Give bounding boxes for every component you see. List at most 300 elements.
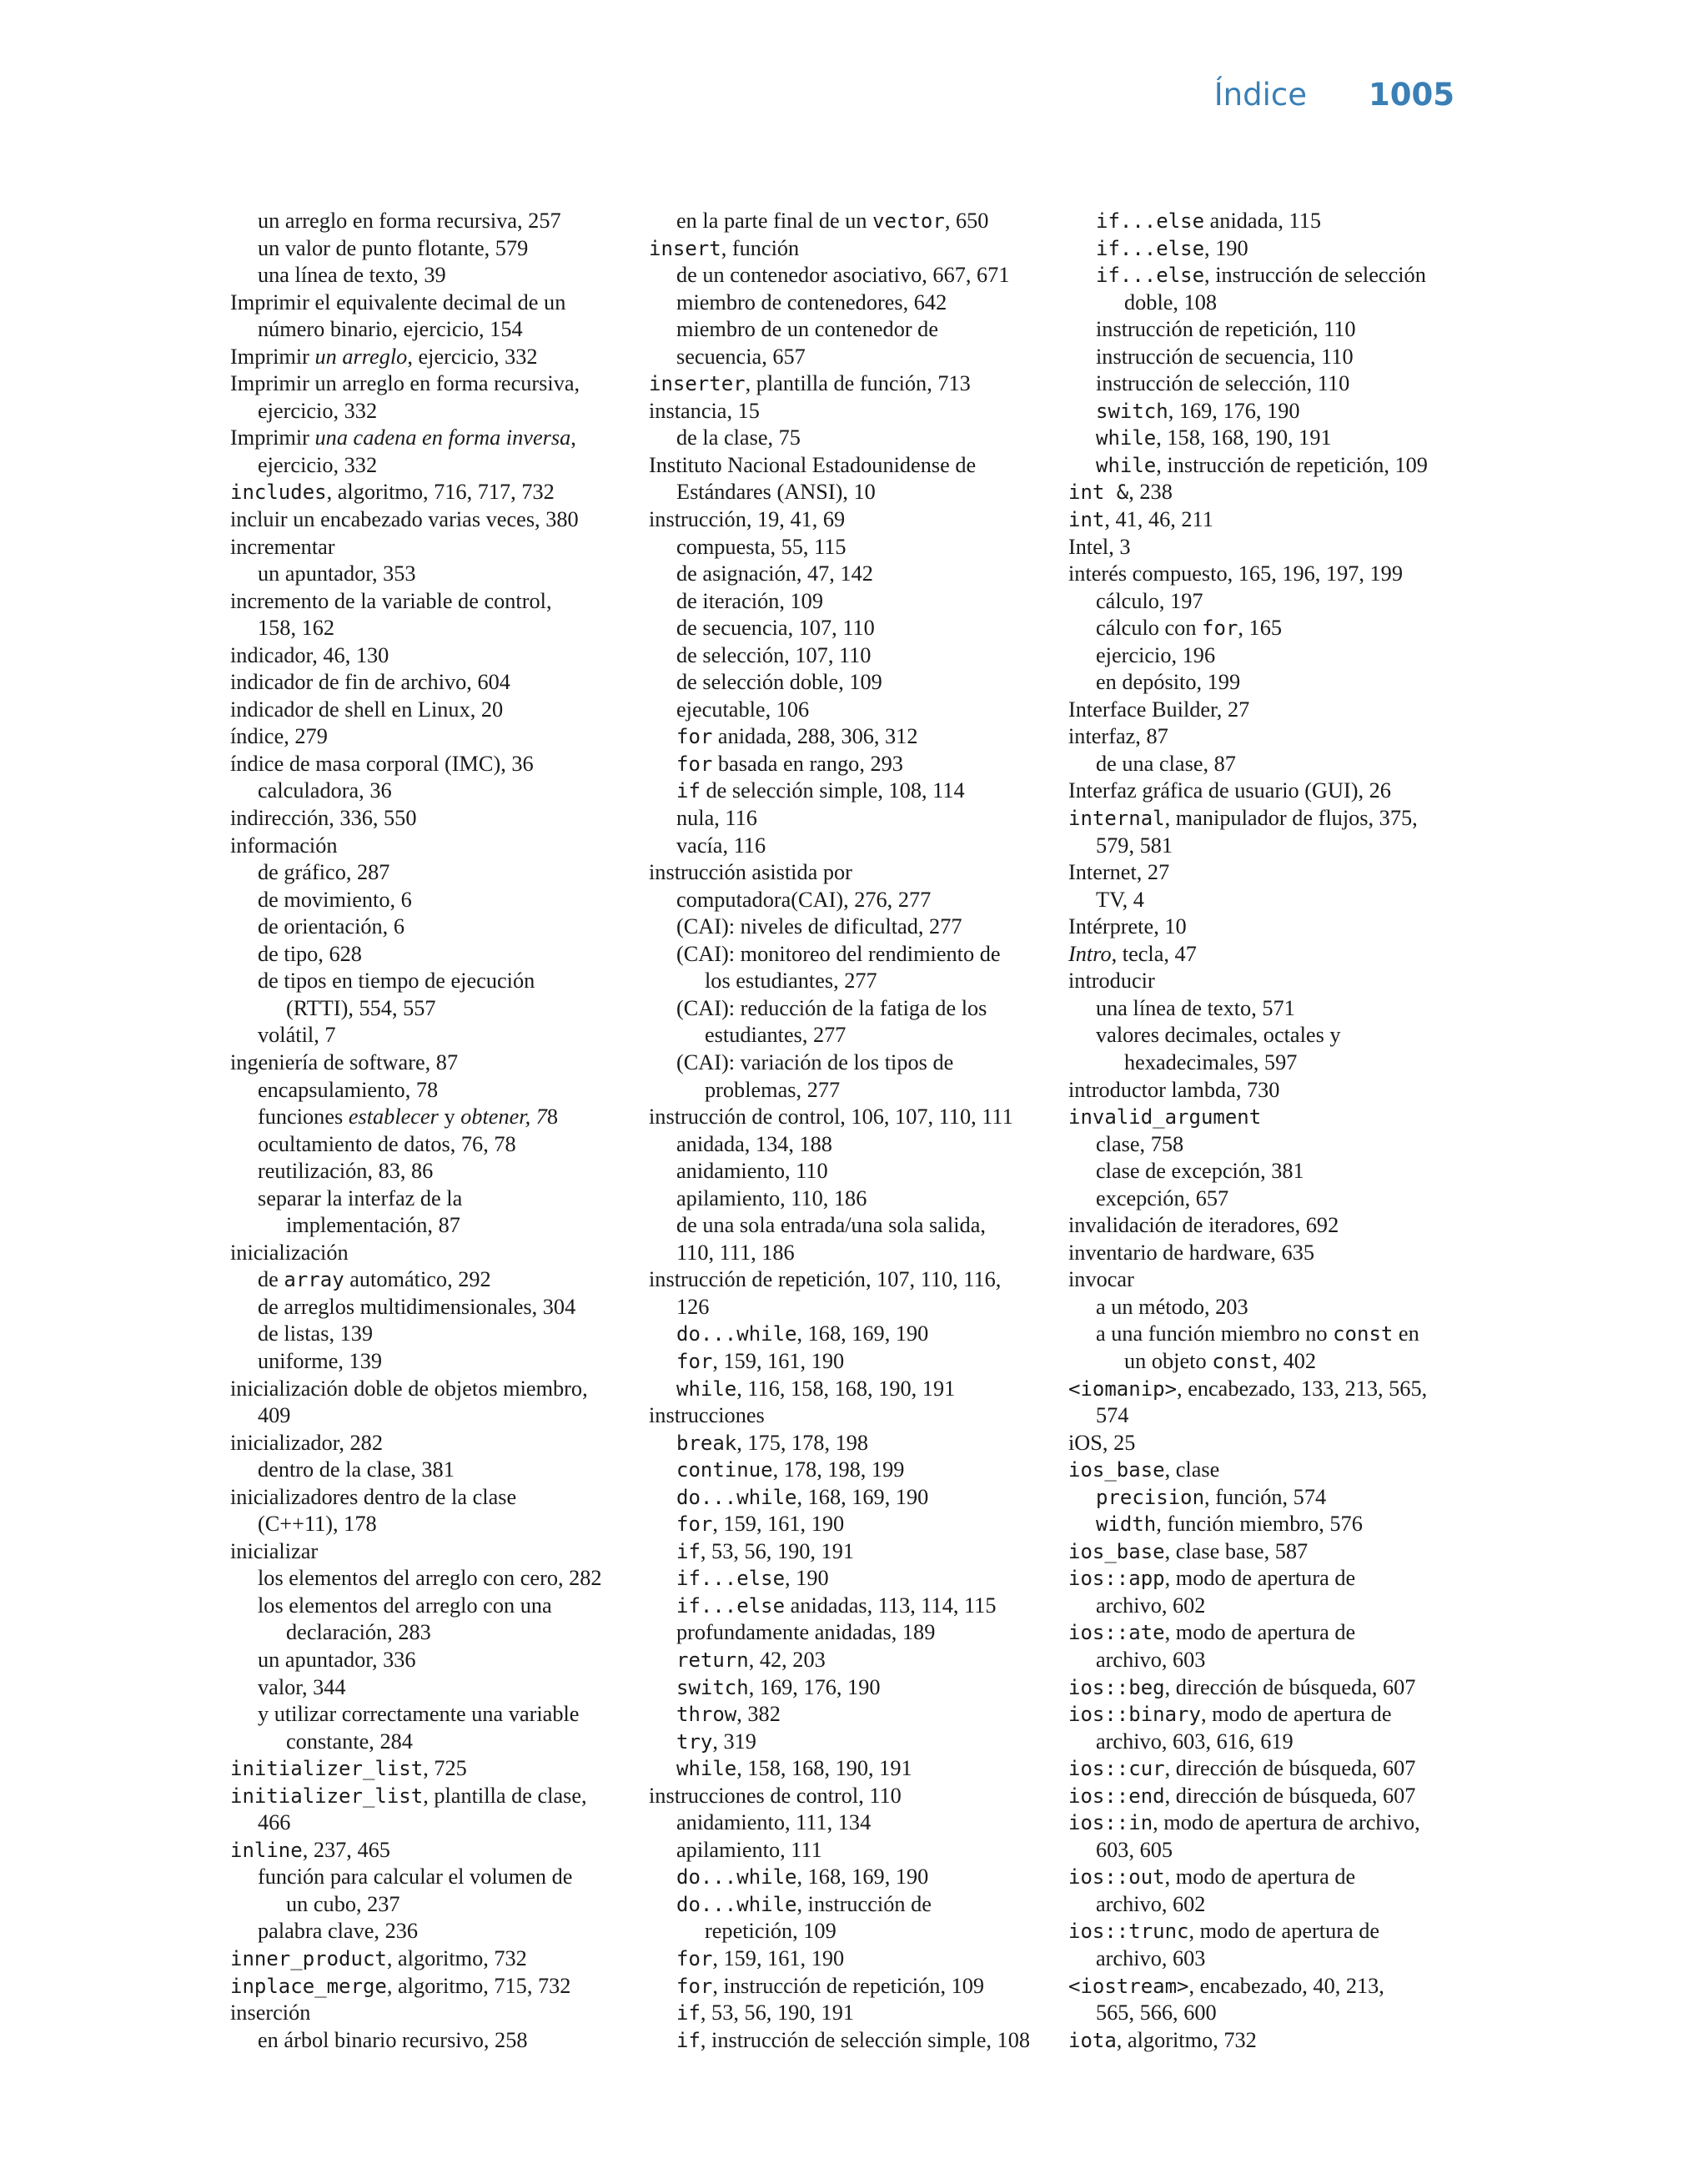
entry-text: una línea de texto, 571 [1096,995,1295,1020]
index-entry [230,1104,630,1131]
index-entry [1068,1022,1469,1049]
index-entry [1068,833,1469,860]
entry-text: de listas, 139 [258,1321,374,1346]
entry-text: archivo, 603 [1096,1946,1206,1970]
entry-text: , 158, 168, 190, 191 [1156,425,1332,450]
index-entry [230,2027,630,2055]
entry-text: , 53, 56, 190, 191 [700,2000,854,2026]
entry-text: calculadora, 36 [258,778,392,803]
entry-text: (RTTI), 554, 557 [286,995,436,1020]
index-entry [649,669,1049,697]
entry-text: anidamiento, 111, 134 [676,1810,872,1835]
index-entry [649,370,1049,398]
entry-text: inicialización [230,1240,349,1265]
entry-text: iOS, 25 [1068,1430,1136,1455]
entry-text: excepción, 657 [1096,1185,1229,1210]
index-entry [230,1511,630,1538]
entry-text: incrementar [230,534,335,559]
code-term: <iomanip> [1068,1376,1178,1401]
index-entry [649,1212,1049,1240]
index-entry [1068,398,1469,425]
entry-text: Estándares (ANSI), 10 [676,480,876,505]
entry-text: , 41, 46, 211 [1104,507,1213,532]
index-entry [649,561,1049,588]
entry-text: de una clase, 87 [1096,751,1236,776]
entry-text: archivo, 603 [1096,1647,1206,1672]
index-entry [230,1565,630,1593]
entry-text: instrucción de repetición, 107, 110, 116, [649,1267,1002,1292]
entry-text: , algoritmo, 732 [386,1946,527,1970]
entry-text: indicador, 46, 130 [230,642,389,667]
entry-text: número binario, ejercicio, 154 [258,317,523,342]
entry-text: , [570,425,576,450]
index-entry [1068,887,1469,914]
code-term: while [676,1376,737,1401]
entry-text: , 382 [736,1702,781,1727]
code-term: if [676,779,701,803]
entry-text: los estudiantes, 277 [705,969,877,994]
index-entry [230,370,630,398]
code-term: while [1096,426,1157,450]
code-term: break [676,1431,737,1455]
entry-text: miembro de un contenedor de [676,317,938,342]
entry-text: en la parte final de un [676,209,873,233]
index-entry [649,534,1049,561]
entry-text: nula, 116 [676,806,757,831]
index-entry [230,887,630,914]
entry-text: ejecutable, 106 [676,697,810,722]
code-term: continue [676,1458,773,1482]
entry-text: , 175, 178, 198 [736,1430,869,1455]
entry-text: los elementos del arreglo con una [258,1593,552,1618]
index-entry [230,968,630,995]
entry-text: de selección simple, 108, 114 [700,778,965,803]
index-entry [1068,1918,1469,1945]
index-entry [1068,995,1469,1023]
entry-text: implementación, 87 [286,1213,460,1238]
entry-text: instrucción de control, 106, 107, 110, 111 [649,1105,1013,1130]
code-term: ios::app [1068,1567,1165,1591]
entry-text: apilamiento, 110, 186 [676,1185,867,1210]
index-entry [649,1484,1049,1512]
index-entry [649,1538,1049,1566]
index-entry [230,1348,630,1376]
index-entry [649,1049,1049,1077]
index-entry [1068,1376,1469,1403]
index-entry [649,887,1049,914]
code-term: iota [1068,2028,1117,2052]
index-entry [649,1294,1049,1321]
entry-text: volátil, 7 [258,1023,336,1048]
code-term: do...while [676,1892,797,1916]
entry-text: , manipulador de flujos, 375, [1164,806,1418,831]
index-entry [230,859,630,887]
index-entry [1068,2000,1469,2027]
entry-text: , plantilla de clase, [423,1783,587,1808]
entry-text: Interface Builder, 27 [1068,697,1250,722]
code-term: ios::in [1068,1811,1153,1835]
entry-text: de asignación, 47, 142 [676,561,873,586]
index-entry [1068,534,1469,561]
index-entry [1068,479,1469,506]
entry-text: índice, 279 [230,724,328,749]
index-entry [649,1783,1049,1810]
entry-text: , clase base, 587 [1164,1538,1309,1563]
entry-text: , 319 [712,1729,756,1754]
index-entry [1068,1593,1469,1620]
index-entry [230,1430,630,1457]
entry-text: inventario de hardware, 635 [1068,1240,1314,1265]
entry-text: Interfaz gráfica de usuario (GUI), 26 [1068,778,1391,803]
entry-text: Instituto Nacional Estadounidense de [649,452,977,477]
entry-text: , instrucción de [796,1891,932,1916]
index-entry [230,479,630,506]
entry-text: declaración, 283 [286,1620,431,1645]
entry-text: compuesta, 55, 115 [676,534,846,559]
entry-text: inicializador, 282 [230,1430,383,1455]
entry-text: una línea de texto, 39 [258,263,446,288]
index-entry [1068,425,1469,452]
entry-text: separar la interfaz de la [258,1185,463,1210]
code-term: internal [1068,807,1165,831]
entry-text: valor, 344 [258,1674,346,1699]
entry-text: introductor lambda, 730 [1068,1077,1280,1102]
index-entry [1068,777,1469,805]
code-term: ios::trunc [1068,1920,1189,1944]
entry-text: un arreglo en forma recursiva, 257 [258,209,561,233]
entry-text: y utilizar correctamente una variable [258,1702,580,1727]
index-entry [649,1430,1049,1457]
entry-text: instrucción, 19, 41, 69 [649,507,846,532]
index-entry [1068,561,1469,588]
italic-text: obtener, 7 [460,1105,547,1130]
entry-text: , dirección de búsqueda, 607 [1164,1783,1416,1808]
index-entry [649,995,1049,1023]
entry-text: indicador de fin de archivo, 604 [230,670,510,695]
code-term: for [676,752,713,776]
index-entry [1068,1973,1469,2000]
entry-text: , plantilla de función, 713 [745,371,971,396]
index-entry [230,452,630,480]
entry-text: un objeto [1124,1348,1213,1373]
entry-text: cálculo, 197 [1096,588,1203,613]
index-entry [230,995,630,1023]
entry-text: los elementos del arreglo con cero, 282 [258,1566,602,1591]
index-entry [649,723,1049,751]
code-term: initializer_list [230,1784,424,1808]
index-entry [230,1240,630,1267]
index-entry [230,642,630,670]
entry-text: cálculo con [1096,616,1203,641]
entry-text: interfaz, 87 [1068,724,1168,749]
entry-text: de [258,1267,284,1292]
entry-text: de gráfico, 287 [258,860,390,885]
code-term: return [676,1648,749,1672]
entry-text: apilamiento, 111 [676,1837,822,1862]
code-term: switch [1096,399,1168,423]
index-entry [649,262,1049,289]
entry-text: valores decimales, octales y [1096,1023,1341,1048]
code-term: for [676,1974,713,1998]
index-entry [230,1294,630,1321]
entry-text: Imprimir un arreglo en forma recursiva, [230,371,580,396]
index-entry [1068,289,1469,317]
index-entry [1068,452,1469,480]
entry-text: , 159, 161, 190 [712,1348,845,1373]
index-entry [230,398,630,425]
index-entry [230,1212,630,1240]
code-term: <iostream> [1068,1974,1189,1998]
entry-text: Imprimir [230,425,315,450]
code-term: inline [230,1838,303,1862]
index-entry [1068,1430,1469,1457]
index-entry [649,1837,1049,1864]
entry-text: de arreglos multidimensionales, 304 [258,1294,576,1319]
entry-text: de orientación, 6 [258,914,404,939]
entry-text: , 42, 203 [748,1647,826,1672]
index-entry [1068,1484,1469,1512]
entry-text: , 159, 161, 190 [712,1946,845,1970]
entry-text: instrucción asistida por [649,860,852,885]
entry-text: índice de masa corporal (IMC), 36 [230,751,534,776]
index-entry [649,588,1049,616]
entry-text: información [230,833,338,858]
entry-text: 574 [1096,1403,1129,1428]
index-entry [649,1891,1049,1919]
entry-text: 110, 111, 186 [676,1240,795,1265]
entry-text: inicializadores dentro de la clase [230,1484,517,1509]
index-entry [1068,1674,1469,1702]
entry-text: Intel, 3 [1068,534,1131,559]
index-entry [230,1891,630,1919]
entry-text: , 165 [1238,616,1282,641]
code-term: invalid_argument [1068,1105,1262,1130]
entry-text: clase de excepción, 381 [1096,1159,1304,1184]
index-entry [1068,615,1469,642]
entry-text: en árbol binario recursivo, 258 [258,2027,528,2052]
entry-text: , 178, 198, 199 [772,1457,905,1482]
entry-text: en [1393,1321,1419,1346]
index-entry [1068,1402,1469,1430]
entry-text: reutilización, 83, 86 [258,1159,434,1184]
entry-text: , función, 574 [1204,1484,1327,1509]
entry-text: , instrucción de repetición, 109 [1156,452,1428,477]
entry-text: 565, 566, 600 [1096,2000,1217,2026]
entry-text: , 238 [1128,480,1173,505]
index-entry [649,1402,1049,1430]
index-entry [649,344,1049,371]
entry-text: inicializar [230,1538,319,1563]
entry-text: de un contenedor asociativo, 667, 671 [676,263,1010,288]
code-term: const [1333,1322,1394,1346]
entry-text: de tipos en tiempo de ejecución [258,969,535,994]
index-entry [1068,506,1469,534]
index-entry [230,1701,630,1729]
index-entry [649,1240,1049,1267]
index-entry [1068,235,1469,263]
index-entry [649,1104,1049,1131]
entry-text: , 116, 158, 168, 190, 191 [736,1376,956,1401]
entry-text: Internet, 27 [1068,860,1170,885]
index-entry [649,289,1049,317]
index-entry [649,1158,1049,1185]
code-term: array [284,1268,344,1292]
entry-text: , 168, 169, 190 [796,1864,929,1890]
code-term: for [676,725,713,749]
entry-text: incremento de la variable de control, [230,588,552,613]
index-entry [230,1321,630,1348]
index-entry [230,1945,630,1973]
entry-text: , instrucción de selección [1204,263,1426,288]
index-entry [230,1809,630,1837]
entry-text: , modo de apertura de [1188,1919,1380,1944]
index-entry [230,723,630,751]
index-entry [1068,913,1469,941]
entry-text: vacía, 116 [676,833,766,858]
entry-text: (C++11), 178 [258,1512,377,1537]
index-entry [649,1729,1049,1756]
entry-text: , dirección de búsqueda, 607 [1164,1674,1416,1699]
entry-text: instrucción de selección, 110 [1096,371,1350,396]
entry-text: (CAI): niveles de dificultad, 277 [676,914,962,939]
index-entry [1068,1837,1469,1864]
index-entry [649,1077,1049,1105]
index-entry [230,289,630,317]
entry-text: , 190 [785,1566,829,1591]
index-entry [1068,1891,1469,1919]
index-entry [1068,1864,1469,1891]
entry-text: dentro de la clase, 381 [258,1457,455,1482]
index-entry [649,1674,1049,1702]
entry-text: a una función miembro no [1096,1321,1334,1346]
index-entry [1068,751,1469,778]
index-entry [649,2000,1049,2027]
entry-text: doble, 108 [1124,289,1218,315]
code-term: do...while [676,1865,797,1890]
index-entry [1068,1077,1469,1105]
index-entry [1068,370,1469,398]
entry-text: anidamiento, 110 [676,1159,828,1184]
entry-text: profundamente anidadas, 189 [676,1620,936,1645]
index-entry [230,615,630,642]
entry-text: , clase [1164,1457,1220,1482]
index-entry [230,1973,630,2000]
code-term: ios::beg [1068,1675,1165,1699]
index-entry [230,697,630,724]
entry-text: Imprimir [230,344,315,369]
index-entry [1068,1131,1469,1159]
code-term: throw [676,1703,737,1727]
index-entry [230,833,630,860]
index-entry [230,669,630,697]
entry-text: y [438,1105,461,1130]
entry-text: repetición, 109 [705,1919,836,1944]
entry-text: constante, 284 [286,1729,413,1754]
index-entry [1068,344,1469,371]
entry-text: 466 [258,1810,291,1835]
code-term: initializer_list [230,1757,424,1781]
entry-text: computadora(CAI), 276, 277 [676,887,932,912]
index-entry [649,1973,1049,2000]
entry-text: de secuencia, 107, 110 [676,616,875,641]
entry-text: , algoritmo, 716, 717, 732 [326,480,555,505]
entry-text: 603, 605 [1096,1837,1173,1862]
entry-text: en depósito, 199 [1096,670,1241,695]
entry-text: automático, 292 [344,1267,491,1292]
index-entry [649,1022,1049,1049]
entry-text: , 237, 465 [302,1837,390,1862]
entry-text: , 725 [423,1756,467,1781]
italic-text: establecer [348,1105,439,1130]
italic-text: un arreglo [314,344,408,369]
index-entry [230,1918,630,1945]
entry-text: anidada, 288, 306, 312 [712,724,918,749]
code-term: inner_product [230,1947,387,1970]
index-entry [649,235,1049,263]
entry-text: anidada, 134, 188 [676,1131,832,1156]
index-entry [230,208,630,235]
entry-text: de tipo, 628 [258,941,362,966]
index-entry [1068,1212,1469,1240]
index-entry [649,1266,1049,1294]
entry-text: instrucción de secuencia, 110 [1096,344,1354,369]
index-entry [649,697,1049,724]
entry-text: 126 [676,1294,710,1319]
index-entry [230,2000,630,2027]
index-entry [649,1376,1049,1403]
entry-text: de iteración, 109 [676,588,823,613]
index-entry [649,1918,1049,1945]
entry-text: funciones [258,1105,349,1130]
index-entry [1068,1565,1469,1593]
header-title: Índice [1213,77,1308,113]
code-term: if...else [1096,236,1205,260]
index-entry [230,1402,630,1430]
index-entry [649,316,1049,344]
index-entry [230,1022,630,1049]
entry-text: uniforme, 139 [258,1348,382,1373]
code-term: width [1096,1512,1157,1537]
index-entry [1068,642,1469,670]
italic-text: Intro [1068,941,1112,966]
code-term: for [1202,616,1238,641]
entry-text: ingeniería de software, 87 [230,1049,459,1074]
index-entry [649,1619,1049,1647]
entry-text: , función [721,235,800,260]
index-entry [230,506,630,534]
entry-text: ejercicio, 332 [258,452,378,477]
entry-text: inserción [230,2000,311,2026]
code-term: inplace_merge [230,1974,387,1998]
code-term: int & [1068,481,1129,505]
entry-text: miembro de contenedores, 642 [676,289,947,315]
entry-text: , 168, 169, 190 [796,1321,929,1346]
index-entry [1068,1185,1469,1213]
entry-text: , 159, 161, 190 [712,1512,845,1537]
index-entry [230,1755,630,1783]
entry-text: interés compuesto, 165, 196, 197, 199 [1068,561,1403,586]
index-entry [649,425,1049,452]
index-entry [649,777,1049,805]
index-entry [230,1049,630,1077]
entry-text: ejercicio, 332 [258,398,378,423]
entry-text: , algoritmo, 715, 732 [386,1973,571,1998]
entry-text: , encabezado, 40, 213, [1188,1973,1384,1998]
index-entry [1068,941,1469,969]
entry-text: invalidación de iteradores, 692 [1068,1213,1339,1238]
code-term: if [676,1539,701,1563]
index-entry [230,1647,630,1674]
